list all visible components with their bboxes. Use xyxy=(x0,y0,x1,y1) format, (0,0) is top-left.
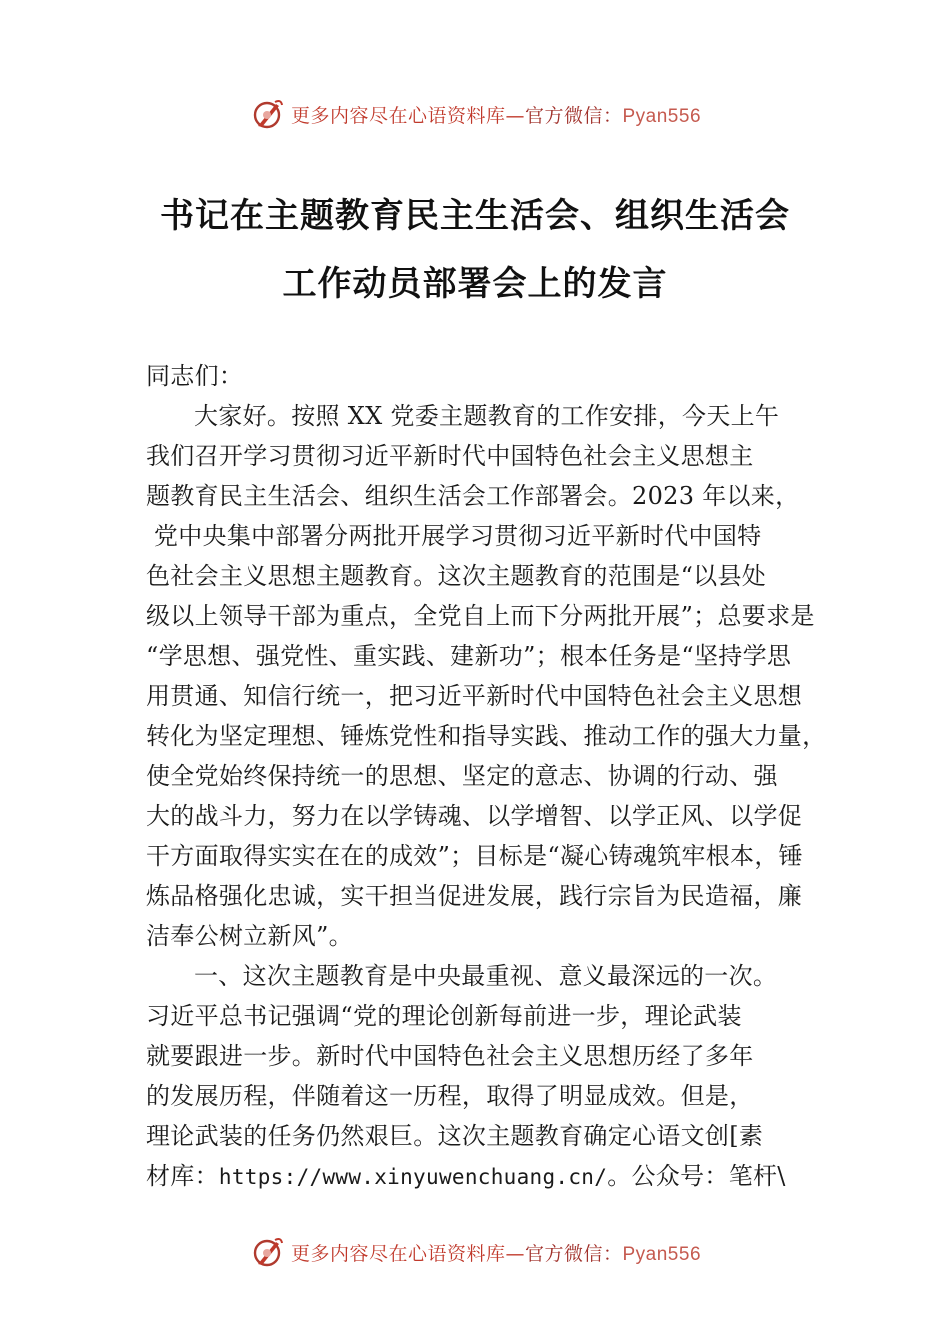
body-line-prefix: 材库： xyxy=(146,1162,219,1190)
body-line: 一、这次主题教育是中央最重视、意义最深远的一次。 xyxy=(194,962,778,990)
body-line: 干方面取得实实在在的成效”；目标是“凝心铸魂筑牢根本，锤 xyxy=(146,842,803,870)
body-line: 就要跟进一步。新时代中国特色社会主义思想历经了多年 xyxy=(146,1042,754,1070)
document-body xyxy=(146,356,826,1196)
watermark-separator: — xyxy=(505,104,525,127)
watermark-banner-bottom xyxy=(0,1232,950,1272)
body-line: 大家好。按照 XX 党委主题教育的工作安排，今天上午 xyxy=(194,402,780,430)
body-line: 色社会主义思想主题教育。这次主题教育的范围是“以县处 xyxy=(146,562,767,590)
document-title-line-2: 工作动员部署会上的发言 xyxy=(282,264,668,304)
watermark-text xyxy=(291,1239,701,1266)
source-url-link[interactable]: https://www.xinyuwenchuang.cn/ xyxy=(218,1165,608,1189)
watermark-wechat-handle: Pyan556 xyxy=(622,1243,702,1265)
body-line: 级以上领导干部为重点，全党自上而下分两批开展”；总要求是 xyxy=(146,602,815,630)
watermark-banner-top xyxy=(0,94,950,134)
document-title-line-1: 书记在主题教育民主生活会、组织生活会 xyxy=(160,196,790,236)
quill-seal-icon xyxy=(249,1234,285,1270)
body-line-with-url xyxy=(146,1156,826,1196)
body-line: 题教育民主生活会、组织生活会工作部署会。2023 年以来， xyxy=(146,482,800,510)
body-line: 洁奉公树立新风”。 xyxy=(146,922,353,950)
body-line: 使全党始终保持统一的思想、坚定的意志、协调的行动、强 xyxy=(146,762,778,790)
watermark-wechat-label: 官方微信： xyxy=(524,104,623,127)
body-line: 习近平总书记强调“党的理论创新每前进一步，理论武装 xyxy=(146,1002,742,1030)
body-line: 炼品格强化忠诚，实干担当促进发展，践行宗旨为民造福，廉 xyxy=(146,882,803,910)
body-line: 理论武装的任务仍然艰巨。这次主题教育确定心语文创[素 xyxy=(146,1122,764,1150)
watermark-separator: — xyxy=(505,1242,525,1265)
watermark-library-text: 更多内容尽在心语资料库 xyxy=(290,104,506,127)
watermark-text xyxy=(291,101,701,128)
body-line: 用贯通、知信行统一，把习近平新时代中国特色社会主义思想 xyxy=(146,682,803,710)
body-line-tail: 。公众号：笔杆\ xyxy=(607,1162,786,1190)
body-line: 同志们： xyxy=(146,362,244,390)
body-line: 我们召开学习贯彻习近平新时代中国特色社会主义思想主 xyxy=(146,442,754,470)
body-line: “学思想、强党性、重实践、建新功”；根本任务是“坚持学思 xyxy=(146,642,792,670)
watermark-wechat-label: 官方微信： xyxy=(524,1242,623,1265)
watermark-wechat-handle: Pyan556 xyxy=(622,105,702,127)
body-line: 转化为坚定理想、锤炼党性和指导实践、推动工作的强大力量， xyxy=(146,722,827,750)
body-line: 大的战斗力，努力在以学铸魂、以学增智、以学正风、以学促 xyxy=(146,802,803,830)
watermark-library-text: 更多内容尽在心语资料库 xyxy=(290,1242,506,1265)
quill-seal-icon xyxy=(249,96,285,132)
body-line: 党中央集中部署分两批开展学习贯彻习近平新时代中国特 xyxy=(146,522,762,550)
body-line: 的发展历程，伴随着这一历程，取得了明显成效。但是， xyxy=(146,1082,754,1110)
